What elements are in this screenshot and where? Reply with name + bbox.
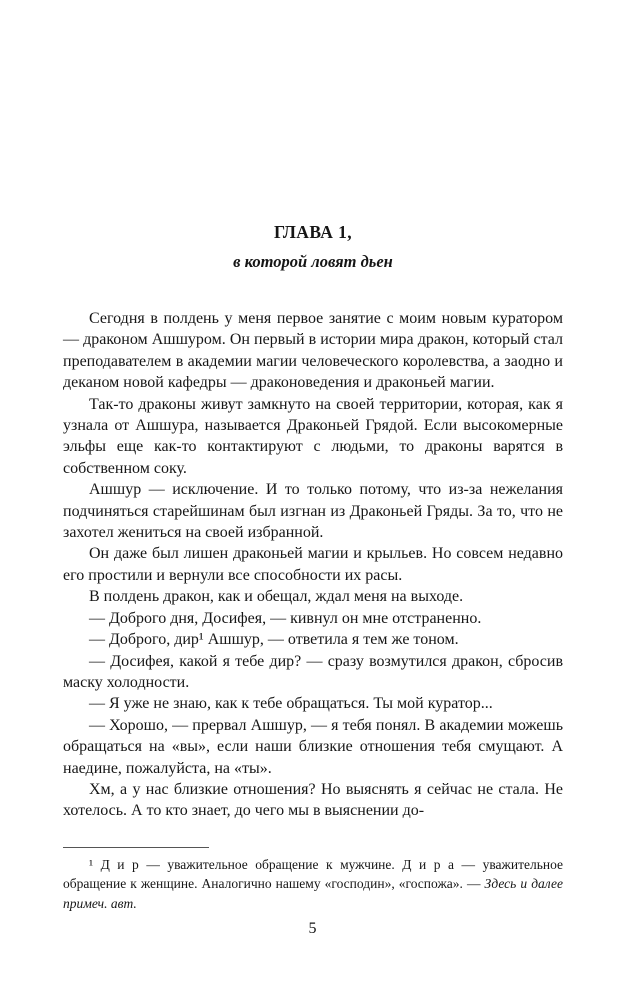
paragraph: — Я уже не знаю, как к тебе обращаться. Ты мой куратор... xyxy=(89,695,493,713)
footnote-text: ¹ Д и р — уважительное обращение к мужчине. Д и р а — уважительное обращение к женщине. Аналогично нашему «господин», «госпожа». — xyxy=(63,856,563,891)
body-text xyxy=(63,308,563,822)
paragraph: — Доброго, дир¹ Ашшур, — ответила я тем же тоном. xyxy=(89,631,459,649)
chapter-subtitle: в которой ловят дьен xyxy=(233,252,393,271)
paragraph: В полдень дракон, как и обещал, ждал меня на выходе. xyxy=(89,588,464,606)
paragraph: Хм, а у нас близкие отношения? Но выяснять я сейчас не стала. Не хотелось. А то кто знает, до чего мы в выяснении до- xyxy=(63,780,563,820)
footnote-separator xyxy=(63,847,209,848)
footnote-block xyxy=(63,847,563,914)
page-number: 5 xyxy=(308,920,317,937)
paragraph: — Хорошо, — прервал Ашшур, — я тебя понял. В академии можешь обращаться на «вы», если наши близкие отношения тебя смущают. А наедине, пожалуйста, на «ты». xyxy=(63,716,563,777)
paragraph: — Досифея, какой я тебе дир? — сразу возмутился дракон, сбросив маску холодности. xyxy=(63,652,563,691)
paragraph: Сегодня в полдень у меня первое занятие с моим новым куратором — драконом Ашшуром. Он первый в истории мира дракон, который стал преподавателем в академии магии человеческого королевства, а заодно и деканом новой кафедры — драконоведения и драконьей магии. xyxy=(63,310,563,392)
paragraph: Так-то драконы живут замкнуто на своей территории, которая, как я узнала от Ашшура, называется Драконьей Грядой. Если высокомерные эльфы еще как-то контактируют с людьми, то драконы варятся в собственном соку. xyxy=(63,395,563,477)
footnote-italic-text: Здесь и далее примеч. авт. xyxy=(63,876,563,911)
paragraph: — Доброго дня, Досифея, — кивнул он мне отстраненно. xyxy=(89,609,482,627)
footnote xyxy=(63,855,563,914)
paragraph: Ашшур — исключение. И то только потому, что из-за нежелания подчиняться старейшинам был изгнан из Драконьей Гряды. За то, что не захотел жениться на своей избранной. xyxy=(63,481,563,542)
paragraph: Он даже был лишен драконьей магии и крыльев. Но совсем недавно его простили и вернули все способности их расы. xyxy=(63,545,563,584)
chapter-title: ГЛАВА 1, xyxy=(273,222,353,242)
